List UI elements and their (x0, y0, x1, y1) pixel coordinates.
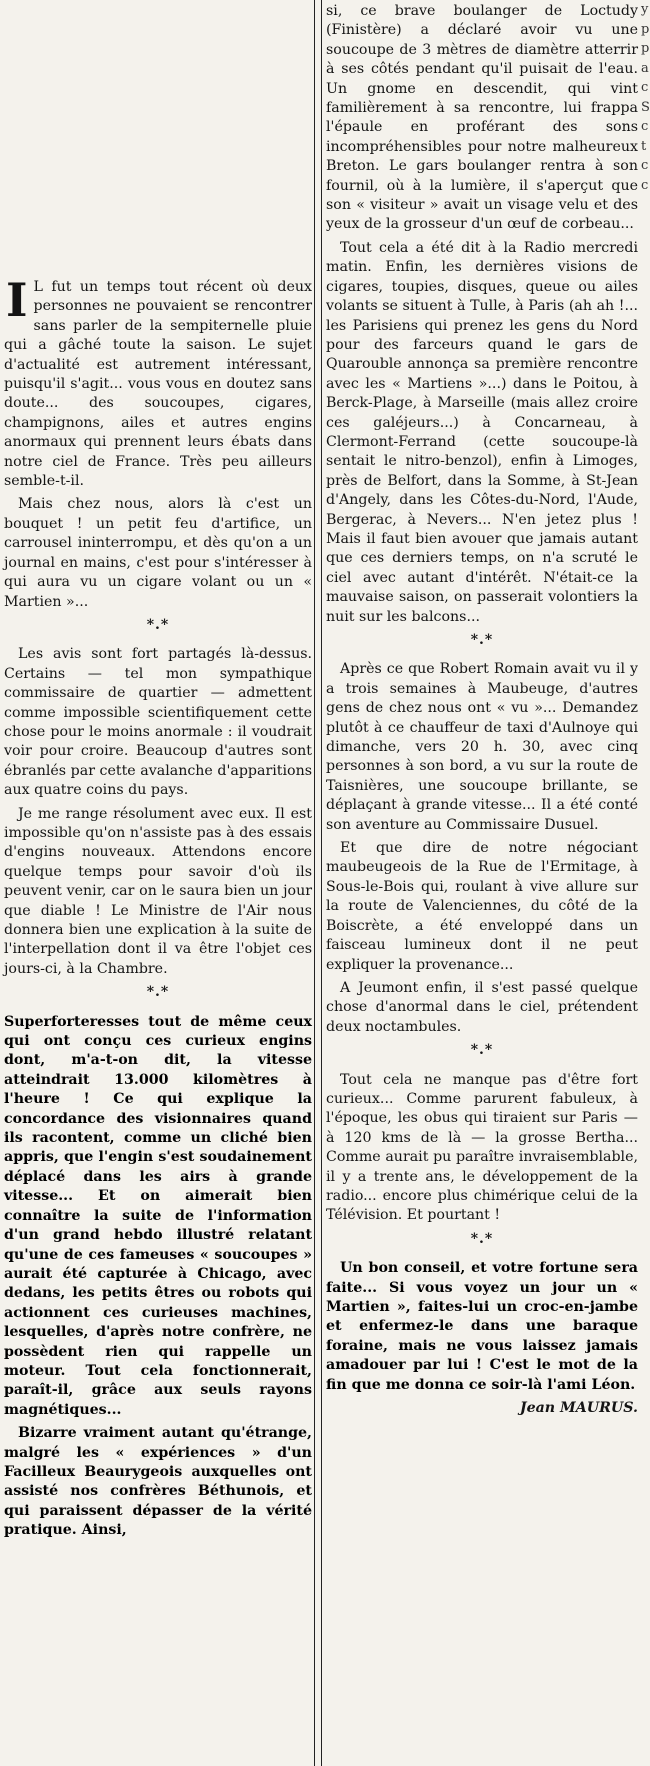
paragraph: Tout cela ne manque pas d'être fort curieux... Comme parurent fabuleux, à l'époque, les obus qui tiraient sur Paris — à 120 kms de là — la grosse Bertha... Comme aurait pu paraître invraisemblable, il y a trente ans, le développement de la radio... encore plus chimérique celui de la Télévision. Et pourtant ! (326, 1071, 638, 1224)
paragraph: si, ce brave boulanger de Loctudy (Finistère) a déclaré avoir vu une soucoupe de 3 mètres de diamètre atterrir à ses côtés pendant qu'il puisait de l'eau. Un gnome en descendit, qui vint familièrement à sa rencontre, lui frappa l'épaule en proférant des sons incompréhensibles pour notre malheureux Breton. Le gars boulanger rentra à son fournil, où à la lumière, il s'aperçut que son « visiteur » avait un visage velu et des yeux de la grosseur d'un œuf de corbeau... (326, 3, 638, 233)
author-signature: Jean MAURUS. (519, 1400, 638, 1417)
paragraph: Après ce que Robert Romain avait vu il y a trois semaines à Maubeuge, d'autres gens de chez nous ont « vu »... Demandez plutôt à ce chauffeur de taxi d'Aulnoye qui dimanche, vers 20 h. 30, avec cinq personnes à son bord, a vu sur la route de Taisnières, une soucoupe brillante, se déplaçant à grande vitesse... Il a été conté son aventure au Commissaire Dusuel. (326, 661, 638, 833)
paragraph: Un bon conseil, et votre fortune sera faite... Si vous voyez un jour un « Martien », faites-lui un croc-en-jambe et enfermez-le dans une baraque foraine, mais ne vous laissez jamais amadouer par lui ! C'est le mot de la fin que me donna ce soir-là l'ami Léon. (326, 1260, 638, 1393)
section-separator: *.* (146, 984, 170, 1001)
paragraph: A Jeumont enfin, il s'est passé quelque chose d'anormal dans le ciel, prétendent deux noctambules. (326, 979, 638, 1035)
paragraph: Bizarre vraiment autant qu'étrange, malgré les « expériences » d'un Facilleux Beaurygeois auxquelles ont assisté nos confrères Béthunois, et qui paraissent dépasser de la vérité pratique. Ainsi, (4, 1425, 312, 1539)
section-separator: *.* (146, 616, 170, 633)
section-separator: *.* (470, 632, 494, 648)
paragraph: Mais chez nous, alors là c'est un bouquet ! un petit feu d'artifice, un carrousel ininterrompu, et dès qu'on a un journal en mains, c'est pour s'intéresser à qui aura vu un cigare volant ou un « Martien »... (4, 496, 312, 610)
paragraph: Superforteresses tout de même ceux qui ont conçu ces curieux engins dont, m'a-t-on dit, la vitesse atteindrait 13.000 kilomètres à l'heure ! Ce qui explique la concordance des visionnaires quand ils racontent, comme un cliché bien appris, que l'engin s'est soudainement déplacé dans les airs à grande vitesse... Et on aimerait bien connaître la suite de l'information d'un grand hebdo illustré relatant qu'une de ces fameuses « soucoupes » aurait été capturée à Chicago, avec dedans, les petits êtres ou robots qui actionnent ces curieuses machines, lesquelles, d'après notre confrère, ne possèdent rien qui rappelle un moteur. Tout cela fonctionnerait, paraît-il, grâce aux seuls rayons magnétiques... (4, 1013, 312, 1418)
section-separator: *.* (470, 1230, 494, 1247)
paragraph: Et que dire de notre négociant maubeugeois de la Rue de l'Ermitage, à Sous-le-Bois qui, roulant à vive allure sur la route de Valenciennes, du côté de la Boiscrète, a été enveloppé dans un faisceau lumineux dont il ne peut expliquer la provenance... (326, 840, 638, 973)
paragraph: Tout cela a été dit à la Radio mercredi matin. Enfin, les dernières visions de cigares, toupies, disques, queue ou ailes volants se situent à Tulle, à Paris (ah ah !... les Parisiens qui prenez les gens du Nord pour des farceurs quand le gars de Quarouble annonça sa première rencontre avec les « Martiens »...) dans le Poitou, à Berck-Plage, à Marseille (mais allez croire ces galéjeurs...) à Concarneau, à Clermont-Ferrand (cette soucoupe-là sentait le nitro-benzol), enfin à Limoges, près de Belfort, dans la Somme, à St-Jean d'Angely, dans les Côtes-du-Nord, l'Aude, Bergerac, à Nevers... N'en jetez plus ! Mais il faut bien avouer que jamais autant que ces derniers temps, on n'a scruté le ciel avec autant d'intérêt. N'était-ce la mauvaise saison, on passerait volontiers la nuit sur les balcons... (326, 239, 638, 625)
adjacent-column-fragment: y p p a c S c t c c (641, 2, 650, 193)
paragraph: Je me range résolument avec eux. Il est impossible qu'on n'assiste pas à des essais d'engins nouveaux. Attendons encore quelque temps pour savoir d'où ils peuvent venir, car on le saura bien un jour que diable ! Le Ministre de l'Air nous donnera bien une explication à la suite de l'interpellation dont il va être l'objet ces jours-ci, à la Chambre. (4, 805, 312, 977)
paragraph: Les avis sont fort partagés là-dessus. Certains — tel mon sympathique commissaire de quartier — admettent comme impossible scientifiquement cette chose pour le moins anormale : il voudrait voir pour croire. Beaucoup d'autres sont ébranlés par cette avalanche d'apparitions aux quatre coins du pays. (4, 646, 312, 799)
article-left-column (4, 273, 312, 1545)
drop-cap: I (6, 273, 28, 327)
paragraph-intro: I L fut un temps tout récent où deux personnes ne pouvaient se rencontrer sans parler de la sempiternelle pluie qui a gâché toute la saison. Le sujet d'actualité est autrement intéressant, puisqu'il s'agit... vous vous en doutez sans doute... des soucoupes, cigares, champignons, ailes et autres engins anormaux qui prennent leurs ébats dans notre ciel de France. Très peu ailleurs semble-t-il. (4, 273, 312, 490)
column-rule (314, 0, 322, 1766)
article-middle-column (326, 2, 638, 1418)
section-separator: *.* (470, 1042, 494, 1059)
